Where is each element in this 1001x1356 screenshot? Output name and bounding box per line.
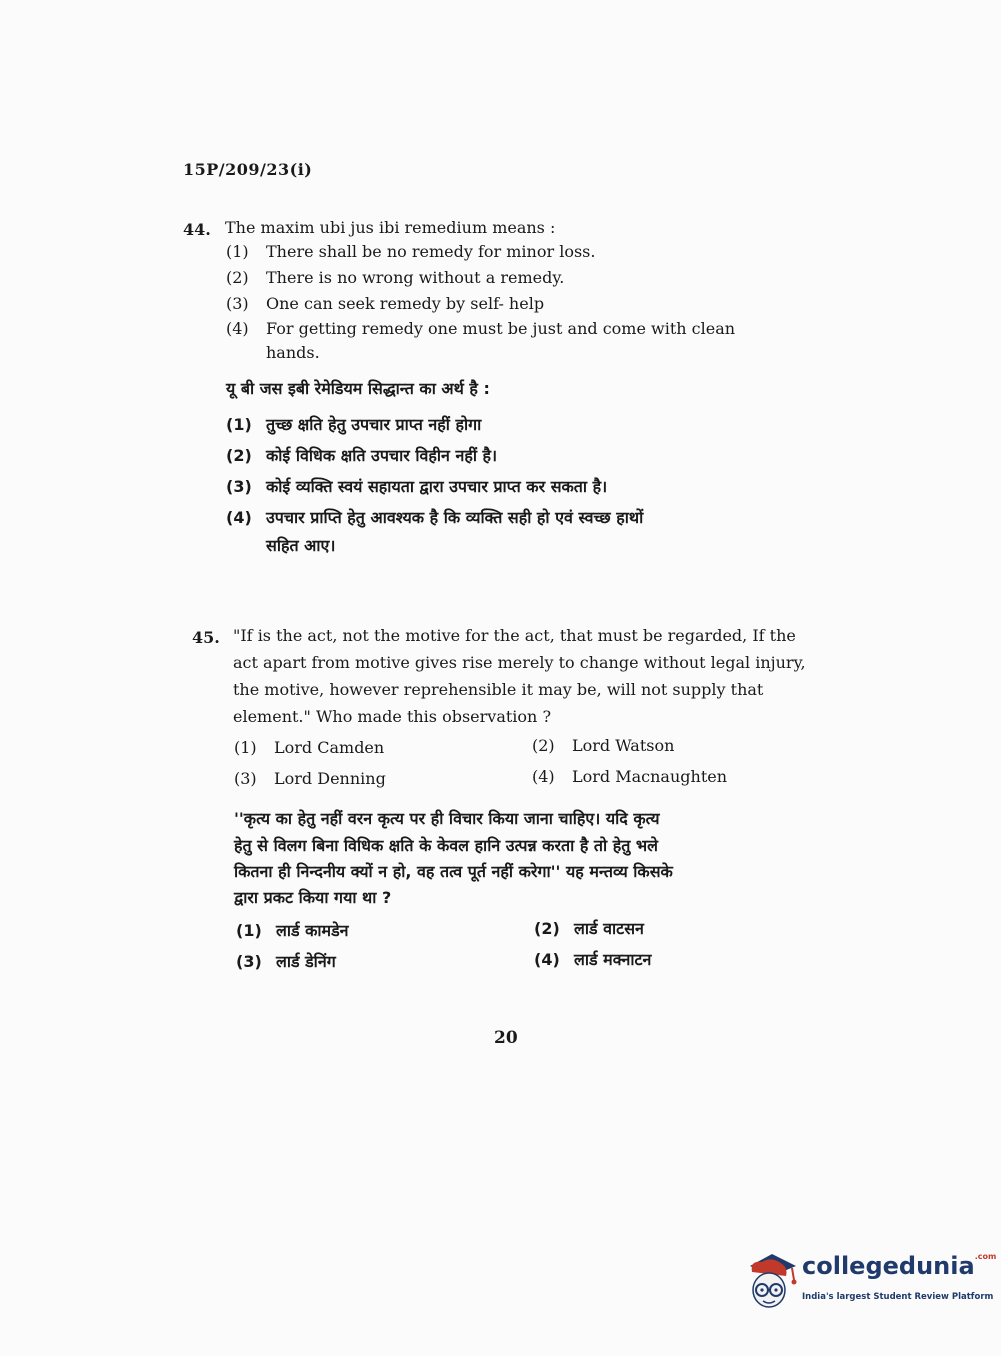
option-hi-4-cont: सहित आए। xyxy=(266,536,336,555)
question-line-en-3: the motive, however reprehensible it may be, will not supply that xyxy=(233,680,764,699)
question-text-en: The maxim ubi jus ibi remedium means : xyxy=(225,218,556,237)
student-mascot-icon xyxy=(742,1250,800,1312)
option-en-4-cont: hands. xyxy=(266,343,320,362)
option-en-2: (2) Lord Watson xyxy=(532,736,675,755)
question-number: 45. xyxy=(192,628,220,647)
option-hi-4: (4) लार्ड मक्नाटन xyxy=(534,950,652,969)
option-hi-2: (2) लार्ड वाटसन xyxy=(534,919,644,938)
question-line-en-2: act apart from motive gives rise merely to change without legal injury, xyxy=(233,653,806,672)
question-text-hi: यू बी जस इबी रेमेडियम सिद्धान्त का अर्थ है : xyxy=(226,379,490,398)
option-hi-2: (2) कोई विधिक क्षति उपचार विहीन नहीं है। xyxy=(226,446,498,465)
question-line-hi-3: कितना ही निन्दनीय क्यों न हो, वह तत्व पूर्त नहीं करेगा'' यह मन्तव्य किसके xyxy=(234,862,673,881)
option-en-1: (1) Lord Camden xyxy=(234,738,385,757)
option-hi-3: (3) कोई व्यक्ति स्वयं सहायता द्वारा उपचार प्राप्त कर सकता है। xyxy=(226,477,608,496)
option-hi-1: (1) लार्ड कामडेन xyxy=(236,921,349,940)
question-line-en-4: element." Who made this observation ? xyxy=(233,707,552,726)
option-hi-1: (1) तुच्छ क्षति हेतु उपचार प्राप्त नहीं होगा xyxy=(226,415,482,434)
option-en-3: (3) One can seek remedy by self- help xyxy=(226,294,545,313)
option-en-2: (2) There is no wrong without a remedy. xyxy=(226,268,565,287)
option-en-1: (1) There shall be no remedy for minor loss. xyxy=(226,242,596,261)
page-number: 20 xyxy=(494,1028,518,1048)
question-line-hi-2: हेतु से विलग बिना विधिक क्षति के केवल हानि उत्पन्न करता है तो हेतु भले xyxy=(234,836,659,855)
option-en-3: (3) Lord Denning xyxy=(234,769,386,788)
question-line-en-1: "If is the act, not the motive for the act, that must be regarded, If the xyxy=(233,626,796,645)
logo-wordmark: collegedunia$^{.com}$ xyxy=(802,1252,997,1280)
option-hi-4: (4) उपचार प्राप्ति हेतु आवश्यक है कि व्यक्ति सही हो एवं स्वच्छ हाथों xyxy=(226,508,644,527)
collegedunia-logo xyxy=(742,1250,997,1312)
question-number: 44. xyxy=(183,220,211,239)
question-line-hi-4: द्वारा प्रकट किया गया था ? xyxy=(234,888,392,907)
question-line-hi-1: ''कृत्य का हेतु नहीं वरन कृत्य पर ही विचार किया जाना चाहिए। यदि कृत्य xyxy=(234,809,660,828)
option-en-4: (4) For getting remedy one must be just and come with clean xyxy=(226,319,736,338)
paper-code: 15P/209/23(i) xyxy=(183,160,313,179)
logo-tagline: India's largest Student Review Platform xyxy=(802,1292,994,1302)
option-en-4: (4) Lord Macnaughten xyxy=(532,767,728,786)
option-hi-3: (3) लार्ड डेनिंग xyxy=(236,952,336,971)
